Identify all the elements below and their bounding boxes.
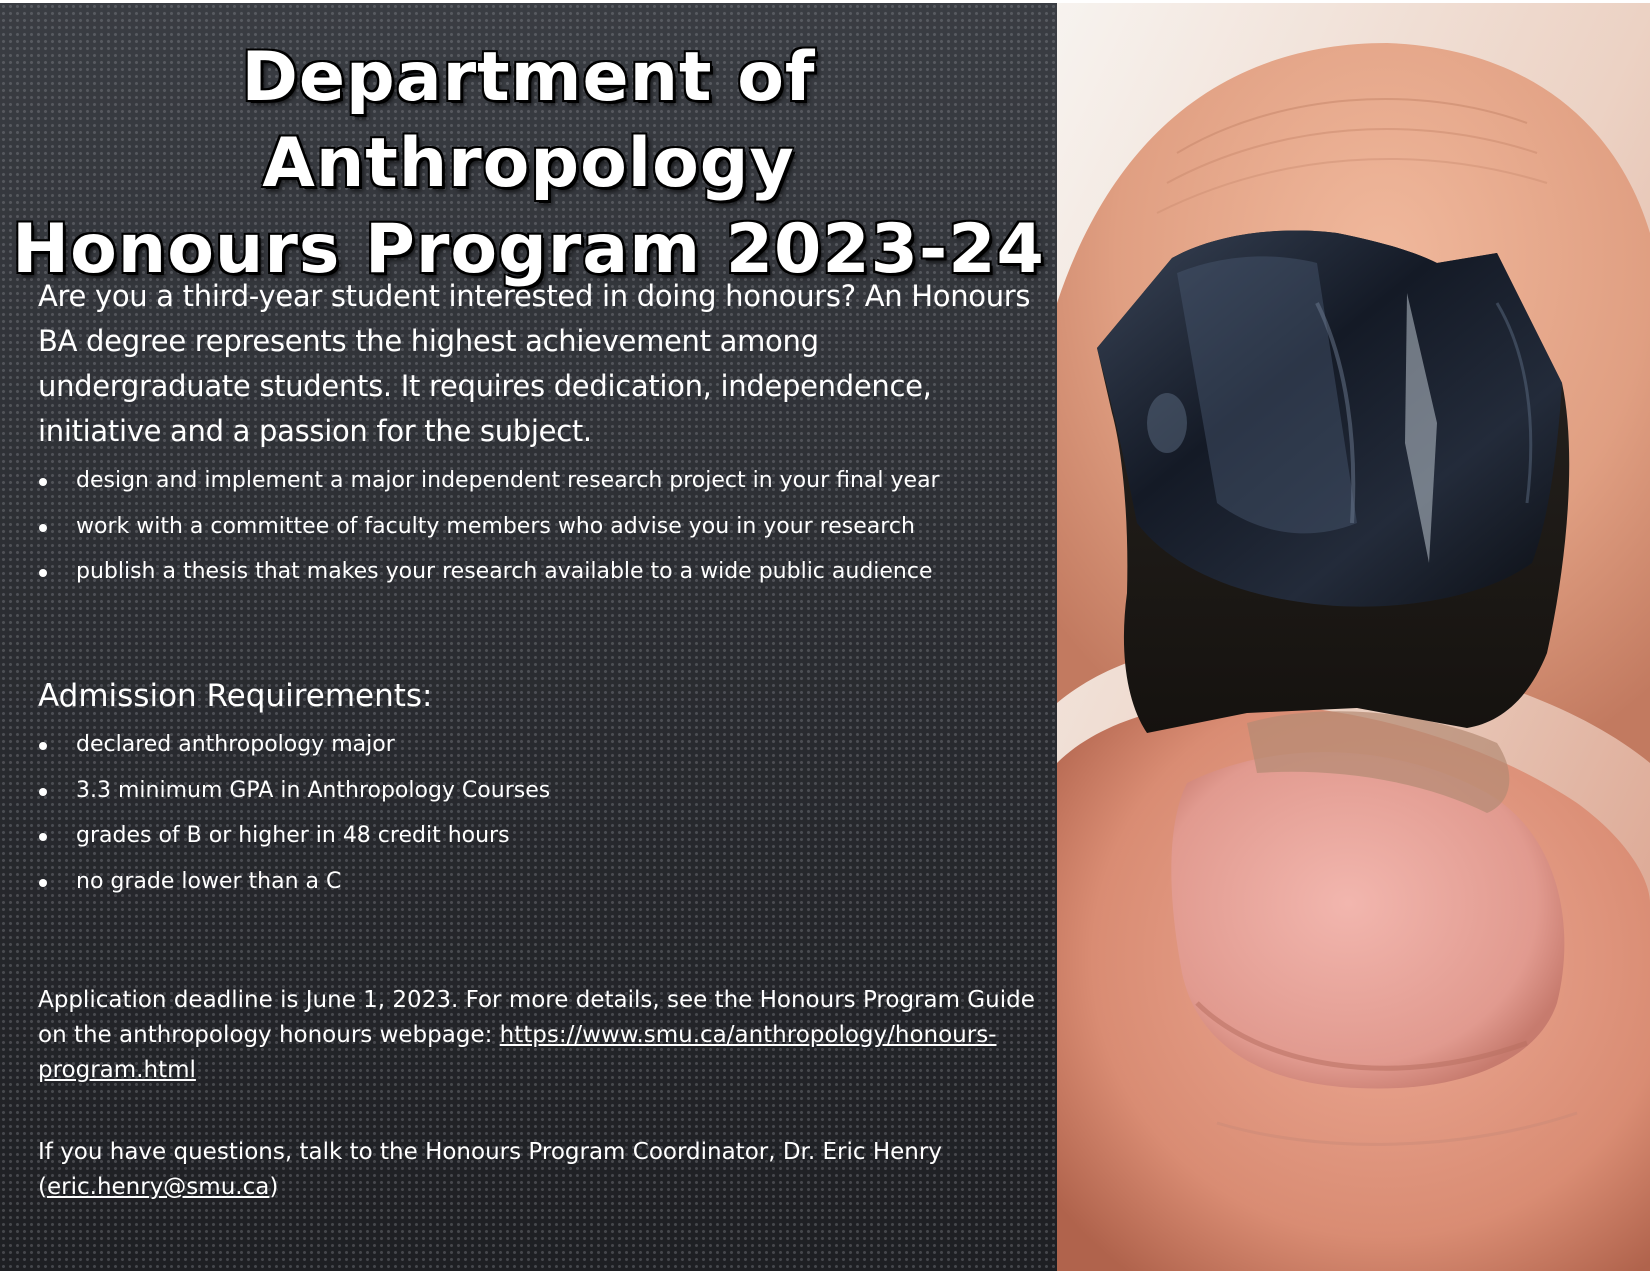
info-panel: [0, 3, 1057, 1271]
research-points-list: [38, 458, 1043, 595]
honours-webpage-link[interactable]: https://www.smu.ca/anthropology/honours-program.html: [38, 1022, 997, 1083]
title-line-1: Department of Anthropology: [241, 38, 816, 203]
intro-paragraph: Are you a third-year student interested in doing honours? An Honours BA degree represents the highest achievement among undergraduate students. It requires dedication, independence, initiative and a passion for the subject.: [38, 279, 1031, 448]
list-item: publish a thesis that makes your research available to a wide public audience: [38, 549, 1043, 595]
list-item: design and implement a major independent research project in your final year: [38, 458, 1043, 504]
contact-paragraph: [38, 1135, 1043, 1205]
deadline-paragraph: [38, 983, 1043, 1088]
page-title: [0, 35, 1057, 293]
list-item: declared anthropology major: [38, 722, 1043, 768]
coordinator-email-link[interactable]: eric.henry@smu.ca: [46, 1174, 270, 1200]
list-item: grades of B or higher in 48 credit hours: [38, 813, 1043, 859]
list-item: work with a committee of faculty members who advise you in your research: [38, 504, 1043, 550]
deadline-text: Application deadline is June 1, 2023. For more details, see the Honours Program Guide on the anthropology honours webpage:: [38, 987, 1035, 1048]
list-item: 3.3 minimum GPA in Anthropology Courses: [38, 768, 1043, 814]
list-item: no grade lower than a C: [38, 859, 1043, 905]
fossil-tooth-photo: [1057, 3, 1650, 1271]
contact-close-paren: ): [269, 1174, 279, 1200]
contact-text: If you have questions, talk to the Honours Program Coordinator, Dr. Eric Henry (: [38, 1139, 942, 1200]
admission-heading: Admission Requirements:: [38, 678, 433, 714]
admission-requirements-list: [38, 722, 1043, 904]
title-line-2: Honours Program 2023-24: [12, 210, 1045, 289]
